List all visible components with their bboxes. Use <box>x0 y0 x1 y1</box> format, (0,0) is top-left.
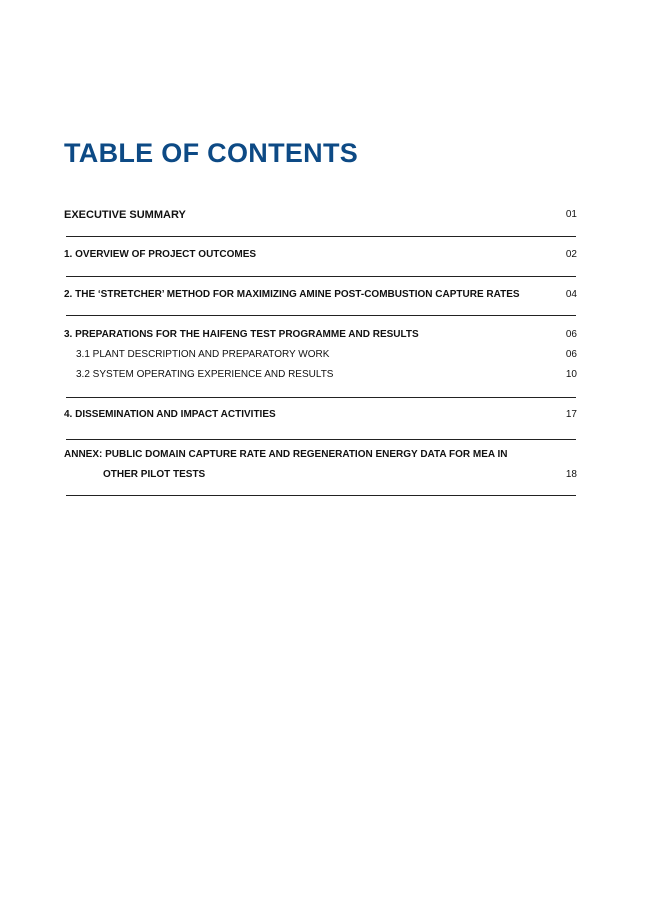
toc-entry-page: 02 <box>565 249 577 260</box>
toc-entry-label: 3.1 PLANT DESCRIPTION AND PREPARATORY WORK <box>76 349 330 360</box>
divider <box>66 495 576 496</box>
toc-entry-section-3[interactable] <box>64 329 577 345</box>
toc-entry-label: 3. PREPARATIONS FOR THE HAIFENG TEST PROGRAMME AND RESULTS <box>64 329 419 340</box>
toc-entry-page: 17 <box>565 409 577 420</box>
divider <box>66 397 576 398</box>
toc-entry-page: 01 <box>565 209 577 220</box>
toc-entry-label: 4. DISSEMINATION AND IMPACT ACTIVITIES <box>64 409 276 420</box>
toc-entry-page: 04 <box>565 289 577 300</box>
toc-entry-annex[interactable] <box>64 449 577 465</box>
divider <box>66 276 576 277</box>
toc-entry-annex-continued[interactable] <box>64 469 577 485</box>
toc-entry-page: 06 <box>565 349 577 360</box>
toc-entry-section-3-1[interactable] <box>64 349 577 365</box>
toc-entry-section-3-2[interactable] <box>64 369 577 385</box>
toc-entry-page: 06 <box>565 329 577 340</box>
toc-entry-section-2[interactable] <box>64 289 577 305</box>
toc-entry-label: 1. OVERVIEW OF PROJECT OUTCOMES <box>64 249 257 260</box>
toc-entry-section-1[interactable] <box>64 249 577 265</box>
toc-entry-label: 2. THE ‘STRETCHER’ METHOD FOR MAXIMIZING AMINE POST-COMBUSTION CAPTURE RATES <box>64 289 520 300</box>
toc-entry-page: 10 <box>565 369 577 380</box>
divider <box>66 315 576 316</box>
toc-entry-page: 18 <box>565 469 577 480</box>
toc-entry-executive-summary[interactable] <box>64 209 577 225</box>
toc-entry-label: 3.2 SYSTEM OPERATING EXPERIENCE AND RESULTS <box>76 369 334 380</box>
divider <box>66 236 576 237</box>
toc-entry-section-4[interactable] <box>64 409 577 425</box>
page-title: TABLE OF CONTENTS <box>64 138 359 168</box>
toc-entry-label: ANNEX: PUBLIC DOMAIN CAPTURE RATE AND REGENERATION ENERGY DATA FOR MEA IN <box>64 449 508 460</box>
toc-entry-label: OTHER PILOT TESTS <box>103 469 206 480</box>
divider <box>66 439 576 440</box>
toc-entry-label: EXECUTIVE SUMMARY <box>64 209 186 221</box>
